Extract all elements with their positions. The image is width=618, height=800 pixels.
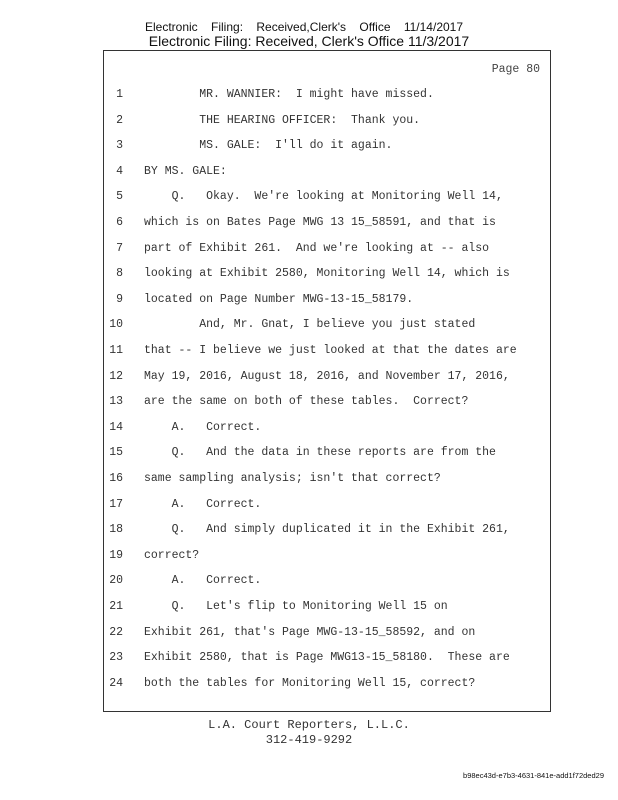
line-text: A. Correct. xyxy=(144,497,262,511)
line-text: Q. Let's flip to Monitoring Well 15 on xyxy=(144,600,448,613)
transcript-line xyxy=(104,370,550,390)
line-text: Q. And the data in these reports are from the xyxy=(144,446,496,460)
line-number: 20 xyxy=(109,574,123,588)
document-hash: b98ec43d-e7b3-4631-841e-add1f72ded29 xyxy=(463,771,604,780)
transcript-line xyxy=(104,498,550,518)
line-text: located on Page Number MWG-13-15_58179. xyxy=(144,292,414,306)
line-number: 5 xyxy=(116,190,123,204)
line-number: 23 xyxy=(109,651,123,665)
line-number: 21 xyxy=(109,600,123,613)
reporter-phone: 312-419-9292 xyxy=(265,733,353,747)
transcript-line xyxy=(104,549,550,569)
line-number: 11 xyxy=(109,344,123,357)
line-number: 4 xyxy=(116,164,123,178)
line-number: 1 xyxy=(116,88,123,101)
line-text: Exhibit 261, that's Page MWG-13-15_58592, and on xyxy=(144,625,476,639)
transcript-line xyxy=(104,574,550,594)
line-text: May 19, 2016, August 18, 2016, and November 17, 2016, xyxy=(144,369,510,383)
line-number: 16 xyxy=(109,472,123,485)
transcript-line xyxy=(104,114,550,134)
transcript-line xyxy=(104,651,550,671)
line-text: correct? xyxy=(144,548,200,562)
transcript-line xyxy=(104,472,550,492)
transcript-line xyxy=(104,139,550,159)
filing-stamp-bottom: Electronic Filing: Received, Clerk's Office 11/3/2017 xyxy=(148,33,470,49)
line-text: same sampling analysis; isn't that correct? xyxy=(144,472,441,485)
stamp-word: Electronic xyxy=(144,20,198,34)
transcript-line xyxy=(104,626,550,646)
line-text: Q. Okay. We're looking at Monitoring Well 14, xyxy=(144,190,503,204)
line-text: A. Correct. xyxy=(144,420,262,434)
stamp-word: Office xyxy=(359,20,391,34)
line-text: are the same on both of these tables. Correct? xyxy=(144,395,469,409)
line-text: MS. GALE: I'll do it again. xyxy=(144,139,393,153)
line-number: 14 xyxy=(109,420,123,434)
transcript-line xyxy=(104,216,550,236)
transcript-line xyxy=(104,677,550,697)
line-number: 15 xyxy=(109,446,123,460)
line-text: MR. WANNIER: I might have missed. xyxy=(144,88,434,101)
line-number: 19 xyxy=(109,548,123,562)
transcript-line xyxy=(104,446,550,466)
line-number: 8 xyxy=(116,267,123,281)
stamp-word: Filing: xyxy=(211,20,244,34)
line-number: 18 xyxy=(109,523,123,537)
line-text: And, Mr. Gnat, I believe you just stated xyxy=(144,318,476,332)
line-number: 12 xyxy=(109,369,123,383)
line-text: Q. And simply duplicated it in the Exhibit 261, xyxy=(144,523,510,537)
line-number: 10 xyxy=(109,318,123,332)
transcript-line xyxy=(104,523,550,543)
line-number: 6 xyxy=(116,216,123,229)
line-number: 13 xyxy=(109,395,123,409)
line-text: part of Exhibit 261. And we're looking at -- also xyxy=(144,241,490,255)
line-number: 17 xyxy=(109,497,123,511)
transcript-line xyxy=(104,190,550,210)
transcript-line xyxy=(104,318,550,338)
transcript-line xyxy=(104,165,550,185)
line-text: both the tables for Monitoring Well 15, correct? xyxy=(144,676,476,690)
line-text: Exhibit 2580, that is Page MWG13-15_58180. These are xyxy=(144,651,510,665)
transcript-line xyxy=(104,242,550,262)
line-text: BY MS. GALE: xyxy=(144,164,227,178)
transcript-line xyxy=(104,88,550,108)
page-number: Page 80 xyxy=(491,63,540,76)
line-number: 2 xyxy=(116,113,123,127)
line-text: looking at Exhibit 2580, Monitoring Well 14, which is xyxy=(144,267,510,281)
line-number: 24 xyxy=(109,676,123,690)
transcript-line xyxy=(104,293,550,313)
line-text: THE HEARING OFFICER: Thank you. xyxy=(144,113,421,127)
line-number: 3 xyxy=(116,139,123,153)
line-text: A. Correct. xyxy=(144,574,262,588)
stamp-word: 11/14/2017 xyxy=(403,20,464,34)
transcript-line xyxy=(104,395,550,415)
transcript-page xyxy=(103,50,551,712)
transcript-line xyxy=(104,267,550,287)
transcript-line xyxy=(104,600,550,620)
line-text: that -- I believe we just looked at that the dates are xyxy=(144,344,517,357)
reporter-name: L.A. Court Reporters, L.L.C. xyxy=(208,718,410,732)
stamp-word: Received,Clerk's xyxy=(256,20,347,34)
line-number: 7 xyxy=(116,241,123,255)
transcript-line xyxy=(104,344,550,364)
line-text: which is on Bates Page MWG 13 15_58591, and that is xyxy=(144,216,496,229)
line-number: 22 xyxy=(109,625,123,639)
filing-stamp-top xyxy=(0,20,618,34)
transcript-line xyxy=(104,421,550,441)
line-number: 9 xyxy=(116,292,123,306)
